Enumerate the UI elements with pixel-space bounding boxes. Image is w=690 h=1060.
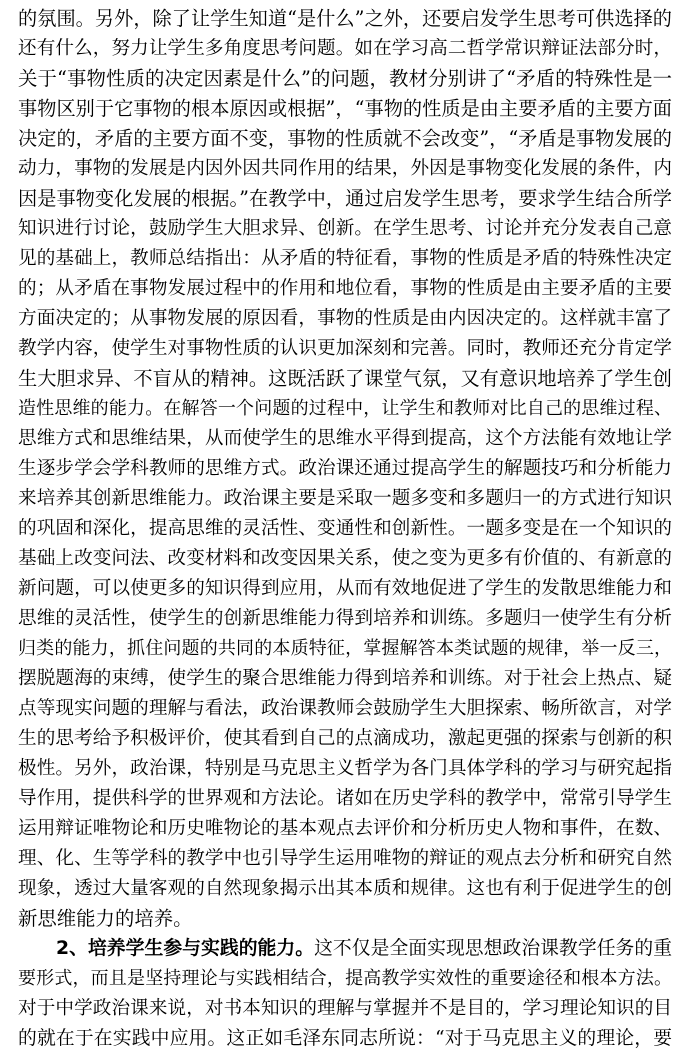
text-line: 运用辩证唯物论和历史唯物论的基本观点去评价和分析历史人物和事件，在数、 bbox=[18, 818, 672, 839]
text-line: 因是事物变化发展的根据。”在教学中，通过启发学生思考，要求学生结合所学 bbox=[18, 187, 672, 210]
text-line: 归类的能力，抓住问题的共同的本质特征，掌握解答本类试题的规律，举一反三， bbox=[18, 638, 672, 659]
text-line: 的；从矛盾在事物发展过程中的作用和地位看，事物的性质是由主要矛盾的主要 bbox=[18, 278, 672, 299]
text-line: 思维方式和思维结果，从而使学生的思维水平得到提高，这个方法能有效地让学 bbox=[18, 428, 672, 449]
text-line: 决定的，矛盾的主要方面不变，事物的性质就不会改变”，“矛盾是事物发展的 bbox=[18, 127, 672, 150]
text-line: 极性。另外，政治课，特别是马克思主义哲学为各门具体学科的学习与研究起指 bbox=[18, 758, 672, 779]
text-line: 的就在于在实践中应用。这正如毛泽东同志所说：“对于马克思主义的理论，要 bbox=[18, 1028, 672, 1049]
text-line: 导作用，提供科学的世界观和方法论。诸如在历史学科的教学中，常常引导学生 bbox=[18, 788, 672, 809]
text-line: 摆脱题海的束缚，使学生的聚合思维能力得到培养和训练。对于社会上热点、疑 bbox=[18, 668, 672, 689]
text-line: 点等现实问题的理解与看法，政治课教师会鼓励学生大胆探索、畅所欲言，对学 bbox=[18, 698, 672, 719]
text-line: 基础上改变问法、改变材料和改变因果关系，使之变为更多有价值的、有新意的 bbox=[18, 548, 672, 569]
text-line: 新思维能力的培养。 bbox=[18, 907, 193, 930]
text-line: 生大胆求异、不盲从的精神。这既活跃了课堂气氛，又有意识地培养了学生创 bbox=[18, 367, 672, 390]
text-line: 事物区别于它事物的根本原因或根据”，“事物的性质是由主要矛盾的主要方面 bbox=[18, 97, 672, 120]
text-line: 的巩固和深化，提高思维的灵活性、变通性和创新性。一题多变是在一个知识的 bbox=[18, 518, 672, 539]
text-line: 知识进行讨论，鼓励学生大胆求异、创新。在学生思考、讨论并充分发表自己意 bbox=[18, 218, 672, 239]
section-2-text: 这不仅是全面实现思想政治课教学任务的重 bbox=[314, 938, 673, 959]
text-line: 方面决定的；从事物发展的原因看，事物的性质是由内因决定的。这样就丰富了 bbox=[18, 308, 672, 329]
text-line: 还有什么，努力让学生多角度思考问题。如在学习高二哲学常识辩证法部分时， bbox=[18, 38, 672, 59]
text-line: 新问题，可以使更多的知识得到应用，从而有效地促进了学生的发散思维能力和 bbox=[18, 578, 672, 599]
text-line: 见的基础上，教师总结指出：从矛盾的特征看，事物的性质是矛盾的特殊性决定 bbox=[18, 248, 672, 269]
text-line: 理、化、生等学科的教学中也引导学生运用唯物的辩证的观点去分析和研究自然 bbox=[18, 848, 672, 869]
section-2-first-line bbox=[56, 934, 672, 964]
text-line: 造性思维的能力。在解答一个问题的过程中，让学生和教师对比自己的思维过程、 bbox=[18, 398, 672, 419]
text-line: 对于中学政治课来说，对书本知识的理解与掌握并不是目的，学习理论知识的目 bbox=[18, 998, 672, 1019]
text-line: 思维的灵活性，使学生的创新思维能力得到培养和训练。多题归一使学生有分析 bbox=[18, 608, 672, 629]
text-line: 教学内容，使学生对事物性质的认识更加深刻和完善。同时，教师还充分肯定学 bbox=[18, 338, 672, 359]
text-line: 动力，事物的发展是内因外因共同作用的结果，外因是事物变化发展的条件，内 bbox=[18, 158, 672, 179]
text-line: 生的思考给予积极评价，使其看到自己的点滴成功，激起更强的探索与创新的积 bbox=[18, 728, 672, 749]
text-line: 来培养其创新思维能力。政治课主要是采取一题多变和多题归一的方式进行知识 bbox=[18, 488, 672, 509]
text-line: 生逐步学会学科教师的思维方式。政治课还通过提高学生的解题技巧和分析能力 bbox=[18, 458, 672, 479]
text-line: 的氛围。另外，除了让学生知道“是什么”之外，还要启发学生思考可供选择的 bbox=[18, 7, 672, 30]
section-heading: 2、培养学生参与实践的能力。 bbox=[56, 938, 315, 959]
text-line: 要形式，而且是坚持理论与实践相结合，提高教学实效性的重要途径和根本方法。 bbox=[18, 968, 672, 989]
text-line: 关于“事物性质的决定因素是什么”的问题，教材分别讲了“矛盾的特殊性是一 bbox=[18, 67, 672, 90]
text-line: 现象，透过大量客观的自然现象揭示出其本质和规律。这也有利于促进学生的创 bbox=[18, 878, 672, 899]
